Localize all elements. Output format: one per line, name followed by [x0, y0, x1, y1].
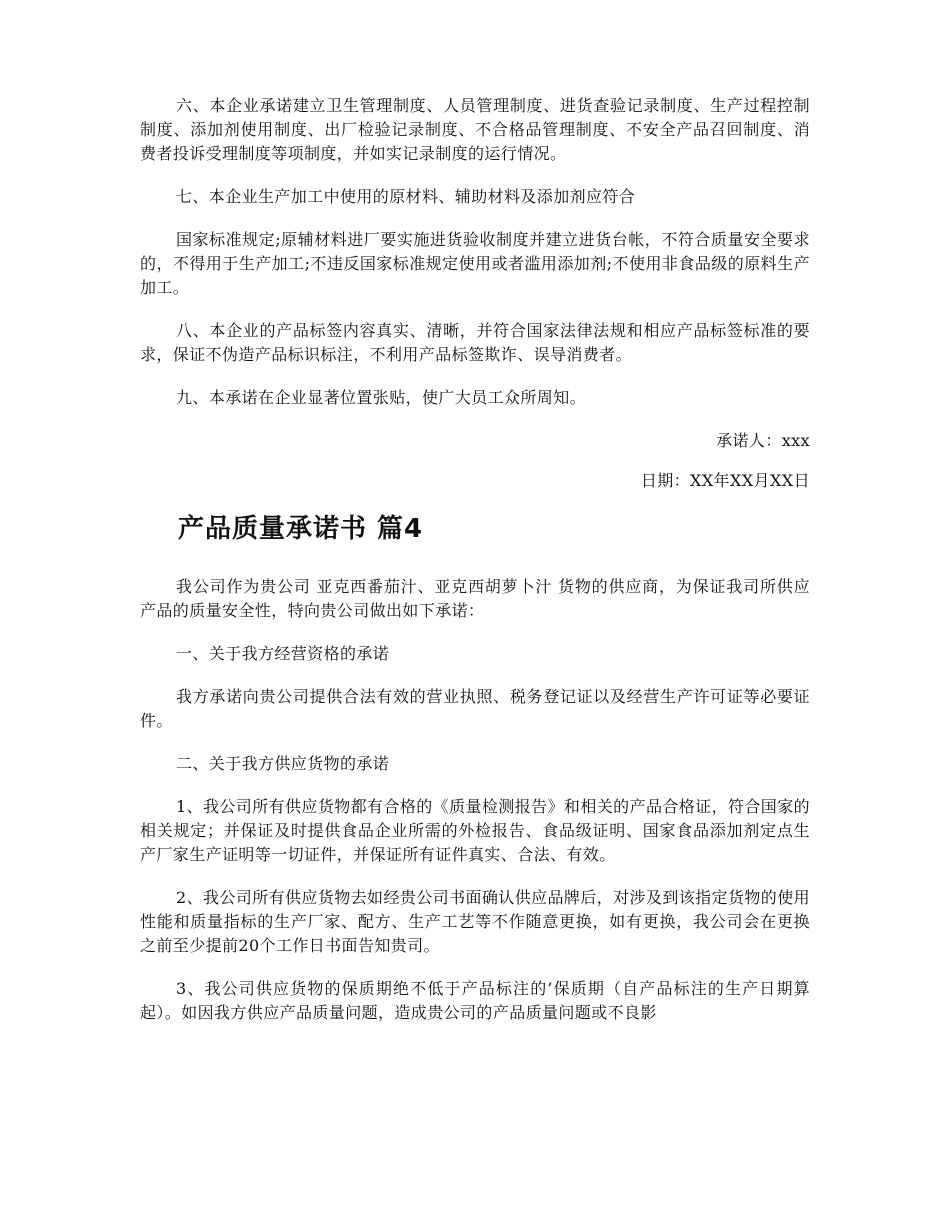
paragraph-qualification-body: 我方承诺向贵公司提供合法有效的营业执照、税务登记证以及经营生产许可证等必要证件。: [140, 687, 810, 730]
paragraph-goods-1: 1、我公司所有供应货物都有合格的《质量检测报告》和相关的产品合格证，符合国家的相关规定；并保证及时提供食品企业所需的外检报告、食品级证明、国家食品添加剂定点生产厂家生产证明等一切证件，并保证所有证件真实、合法、有效。: [140, 797, 810, 864]
date-line: 日期：XX年XX月XX日: [640, 471, 810, 490]
document-body: [140, 94, 810, 1044]
paragraph-item-8: 八、本企业的产品标签内容真实、清晰，并符合国家法律法规和相应产品标签标准的要求，保证不伪造产品标识标注，不利用产品标签欺诈、误导消费者。: [140, 321, 810, 364]
section-heading: 产品质量承诺书 篇4: [178, 514, 424, 544]
paragraph-item-7: 七、本企业生产加工中使用的原材料、辅助材料及添加剂应符合: [176, 187, 636, 206]
paragraph-raw-materials: 国家标准规定;原辅材料进厂要实施进货验收制度并建立进货台帐，不符合质量安全要求的，不得用于生产加工;不违反国家标准规定使用或者滥用添加剂;不使用非食品级的原料生产加工。: [140, 230, 810, 297]
signer-line: 承诺人：xxx: [716, 431, 810, 450]
paragraph-goods-3: 3、我公司供应货物的保质期绝不低于产品标注的’保质期（自产品标注的生产日期算起）。如因我方供应产品质量问题，造成贵公司的产品质量问题或不良影: [140, 979, 810, 1022]
paragraph-goods-title: 二、关于我方供应货物的承诺: [176, 754, 390, 773]
paragraph-intro: 我公司作为贵公司 亚克西番茄汁、亚克西胡萝卜汁 货物的供应商，为保证我司所供应产品的质量安全性，特向贵公司做出如下承诺：: [140, 577, 810, 620]
paragraph-goods-2: 2、我公司所有供应货物去如经贵公司书面确认供应品牌后，对涉及到该指定货物的使用性能和质量指标的生产厂家、配方、生产工艺等不作随意更换，如有更换，我公司会在更换之前至少提前20个工作日书面告知贵司。: [140, 888, 810, 955]
paragraph-qualification-title: 一、关于我方经营资格的承诺: [176, 644, 390, 663]
paragraph-item-6: 六、本企业承诺建立卫生管理制度、人员管理制度、进货查验记录制度、生产过程控制制度、添加剂使用制度、出厂检验记录制度、不合格品管理制度、不安全产品召回制度、消费者投诉受理制度等项制度，并如实记录制度的运行情况。: [140, 96, 810, 163]
paragraph-item-9: 九、本承诺在企业显著位置张贴，使广大员工众所周知。: [176, 388, 587, 407]
